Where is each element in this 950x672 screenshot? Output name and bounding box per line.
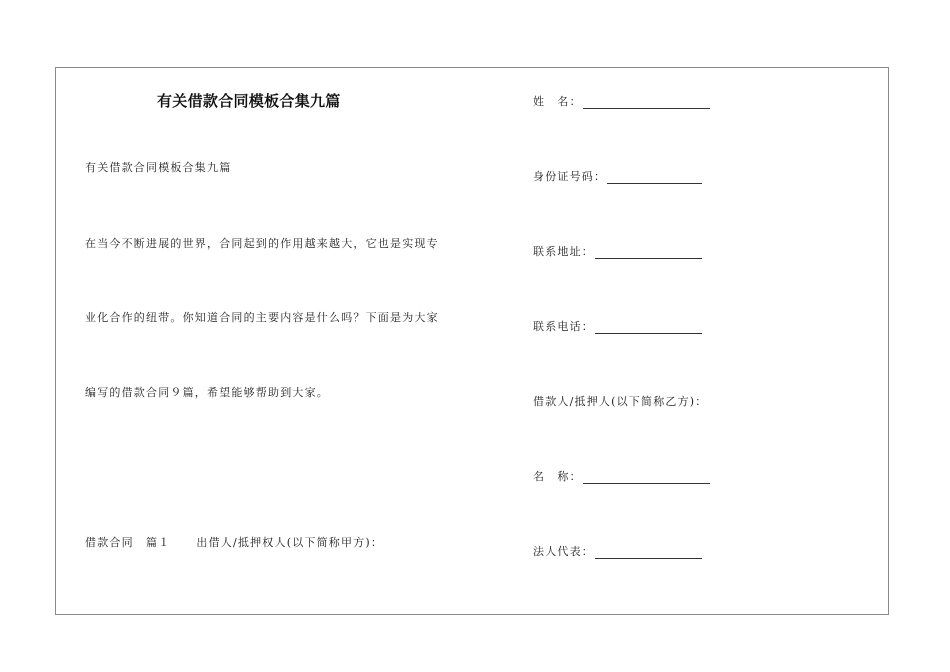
document-subtitle: 有关借款合同模板合集九篇 [85, 161, 232, 174]
phone-blank-line[interactable] [595, 321, 702, 334]
company-name-field-row [533, 468, 710, 484]
borrower-label: 借款人/抵押人(以下简称乙方)： [533, 395, 708, 408]
lender-label: 出借人/抵押权人(以下简称甲方)： [196, 536, 384, 549]
name-label: 姓 名： [533, 95, 582, 108]
address-label: 联系地址： [533, 245, 594, 258]
name-blank-line[interactable] [583, 96, 710, 109]
company-name-label: 名 称： [533, 470, 582, 483]
contract-heading-row [85, 534, 383, 550]
borrower-row [533, 393, 708, 409]
id-number-label: 身份证号码： [533, 170, 607, 183]
legal-rep-field-row [533, 543, 702, 559]
intro-line-1: 在当今不断进展的世界，合同起到的作用越来越大，它也是实现专 [85, 237, 439, 250]
id-field-row [533, 168, 702, 184]
document-title: 有关借款合同模板合集九篇 [157, 92, 341, 110]
intro-line-2: 业化合作的纽带。你知道合同的主要内容是什么吗？下面是为大家 [85, 311, 439, 324]
address-field-row [533, 243, 702, 259]
legal-rep-label: 法人代表： [533, 545, 594, 558]
legal-rep-blank-line[interactable] [595, 546, 702, 559]
company-name-blank-line[interactable] [583, 471, 710, 484]
id-number-blank-line[interactable] [607, 171, 702, 184]
phone-label: 联系电话： [533, 320, 594, 333]
page-frame [55, 67, 889, 615]
address-blank-line[interactable] [595, 246, 702, 259]
phone-field-row [533, 318, 702, 334]
name-field-row [533, 93, 710, 109]
intro-line-3: 编写的借款合同９篇，希望能够帮助到大家。 [85, 386, 329, 399]
contract-heading: 借款合同 篇１ [85, 536, 171, 549]
